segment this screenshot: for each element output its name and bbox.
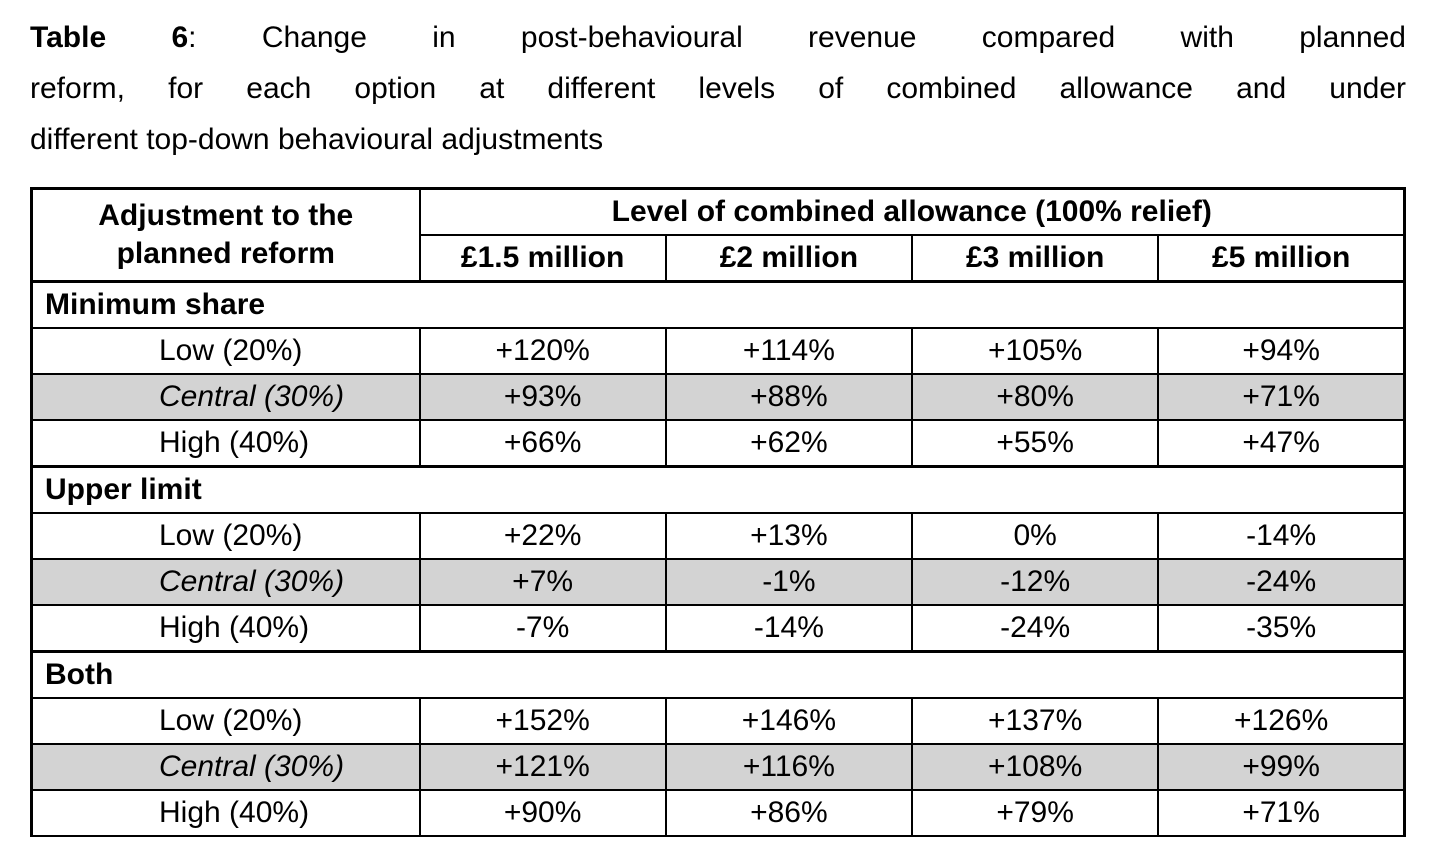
data-cell: +105% <box>912 328 1158 374</box>
data-cell: +90% <box>420 790 666 836</box>
header-row-group <box>32 189 1405 236</box>
section-header-both: Both <box>32 652 1405 699</box>
data-cell: +108% <box>912 744 1158 790</box>
table-row <box>32 605 1405 652</box>
section-header-row <box>32 652 1405 699</box>
column-header-2-million: £2 million <box>666 235 912 282</box>
table-row <box>32 513 1405 559</box>
data-cell: +86% <box>666 790 912 836</box>
caption-line-1-text: : Change in post-behavioural revenue compared with planned <box>188 21 1406 54</box>
data-cell: +137% <box>912 698 1158 744</box>
data-cell: +146% <box>666 698 912 744</box>
data-cell: -24% <box>1158 559 1404 605</box>
column-group-header: Level of combined allowance (100% relief) <box>420 189 1405 236</box>
caption-line-1 <box>30 12 1406 63</box>
column-header-3-million: £3 million <box>912 235 1158 282</box>
data-cell: +22% <box>420 513 666 559</box>
data-cell: +13% <box>666 513 912 559</box>
table-row-highlighted <box>32 374 1405 420</box>
row-label: High (40%) <box>32 420 420 467</box>
row-label: Low (20%) <box>32 513 420 559</box>
section-header-minimum-share: Minimum share <box>32 282 1405 329</box>
data-cell: +88% <box>666 374 912 420</box>
row-label: Central (30%) <box>32 374 420 420</box>
table-row-highlighted <box>32 744 1405 790</box>
data-cell: -12% <box>912 559 1158 605</box>
table-row <box>32 790 1405 836</box>
data-cell: +93% <box>420 374 666 420</box>
data-cell: +66% <box>420 420 666 467</box>
caption-line-2: reform, for each option at different levels of combined allowance and under <box>30 72 1406 105</box>
data-cell: -1% <box>666 559 912 605</box>
data-cell: +120% <box>420 328 666 374</box>
data-cell: +79% <box>912 790 1158 836</box>
table-row-highlighted <box>32 559 1405 605</box>
caption-table-number: Table 6 <box>30 21 189 54</box>
data-cell: -14% <box>666 605 912 652</box>
column-header-5-million: £5 million <box>1158 235 1404 282</box>
data-cell: +99% <box>1158 744 1404 790</box>
row-label: High (40%) <box>32 790 420 836</box>
row-label: High (40%) <box>32 605 420 652</box>
section-header-row <box>32 282 1405 329</box>
row-label: Central (30%) <box>32 744 420 790</box>
data-cell: +7% <box>420 559 666 605</box>
data-cell: 0% <box>912 513 1158 559</box>
row-label: Low (20%) <box>32 698 420 744</box>
data-cell: +80% <box>912 374 1158 420</box>
data-cell: -7% <box>420 605 666 652</box>
data-cell: +126% <box>1158 698 1404 744</box>
table-row <box>32 328 1405 374</box>
table-row <box>32 420 1405 467</box>
data-cell: -14% <box>1158 513 1404 559</box>
row-label: Low (20%) <box>32 328 420 374</box>
column-header-1-5-million: £1.5 million <box>420 235 666 282</box>
data-cell: -35% <box>1158 605 1404 652</box>
table-row <box>32 698 1405 744</box>
table-caption <box>30 12 1406 165</box>
data-cell: +62% <box>666 420 912 467</box>
data-cell: +116% <box>666 744 912 790</box>
section-header-upper-limit: Upper limit <box>32 467 1405 514</box>
data-cell: +71% <box>1158 374 1404 420</box>
revenue-change-table <box>30 187 1406 837</box>
data-cell: +152% <box>420 698 666 744</box>
data-cell: -24% <box>912 605 1158 652</box>
data-cell: +47% <box>1158 420 1404 467</box>
caption-line-3: different top-down behavioural adjustments <box>30 123 604 156</box>
data-cell: +121% <box>420 744 666 790</box>
data-cell: +71% <box>1158 790 1404 836</box>
section-header-row <box>32 467 1405 514</box>
data-cell: +94% <box>1158 328 1404 374</box>
row-label: Central (30%) <box>32 559 420 605</box>
row-dimension-header: Adjustment to the planned reform <box>32 189 420 282</box>
data-cell: +55% <box>912 420 1158 467</box>
data-cell: +114% <box>666 328 912 374</box>
